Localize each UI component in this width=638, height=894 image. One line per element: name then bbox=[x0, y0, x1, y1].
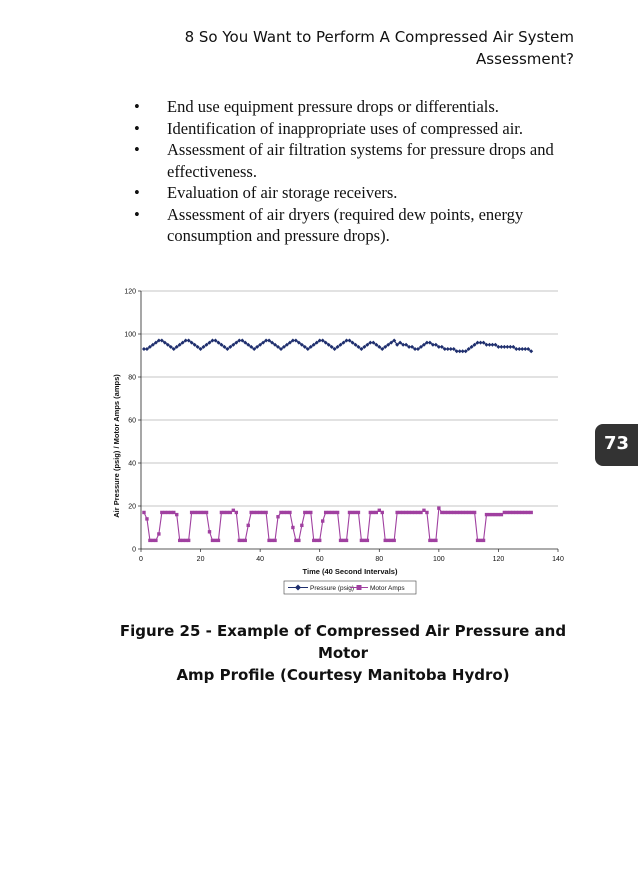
motor-amps-point bbox=[529, 511, 532, 514]
motor-amps-point bbox=[282, 511, 285, 514]
motor-amps-point bbox=[166, 511, 169, 514]
chart-series-points bbox=[142, 338, 533, 542]
bullet-text: Assessment of air dryers (required dew points, energy consumption and pressure drops). bbox=[167, 204, 524, 245]
x-tick-label: 20 bbox=[196, 556, 205, 563]
motor-amps-point bbox=[488, 513, 491, 516]
x-tick-label: 0 bbox=[139, 556, 143, 563]
motor-amps-point bbox=[464, 511, 467, 514]
motor-amps-point bbox=[202, 511, 205, 514]
motor-amps-point bbox=[217, 539, 220, 542]
x-tick-label: 120 bbox=[492, 556, 505, 563]
motor-amps-point bbox=[312, 539, 315, 542]
x-axis-label: Time (40 Second Intervals) bbox=[302, 567, 398, 576]
pressure-amps-chart bbox=[100, 282, 586, 600]
motor-amps-point bbox=[187, 539, 190, 542]
motor-amps-point bbox=[509, 511, 512, 514]
motor-amps-point bbox=[297, 539, 300, 542]
bullet-dot-icon: • bbox=[134, 118, 140, 138]
motor-amps-point bbox=[318, 539, 321, 542]
motor-amps-point bbox=[333, 511, 336, 514]
motor-amps-point bbox=[229, 511, 232, 514]
motor-amps-point bbox=[416, 511, 419, 514]
bullet-dot-icon: • bbox=[134, 183, 140, 202]
motor-amps-point bbox=[431, 539, 434, 542]
bullet-item bbox=[122, 204, 592, 247]
motor-amps-point bbox=[154, 539, 157, 542]
motor-amps-point bbox=[169, 511, 172, 514]
motor-amps-point bbox=[324, 511, 327, 514]
motor-amps-point bbox=[181, 539, 184, 542]
motor-amps-point bbox=[500, 513, 503, 516]
motor-amps-point bbox=[506, 511, 509, 514]
motor-amps-point bbox=[449, 511, 452, 514]
bullet-item bbox=[122, 139, 592, 182]
figure-caption-line-1: Figure 25 - Example of Compressed Air Pressure and Motor bbox=[119, 622, 567, 662]
motor-amps-point bbox=[288, 511, 291, 514]
motor-amps-point bbox=[241, 539, 244, 542]
motor-amps-point bbox=[401, 511, 404, 514]
y-tick-label: 60 bbox=[128, 417, 136, 425]
bullet-text: Identification of inappropriate uses of compressed air. bbox=[167, 118, 524, 138]
motor-amps-point bbox=[518, 511, 521, 514]
motor-amps-point bbox=[497, 513, 500, 516]
bullet-text: Assessment of air filtration systems for pressure drops and effectiveness. bbox=[167, 140, 554, 181]
motor-amps-point bbox=[142, 511, 145, 514]
motor-amps-point bbox=[157, 532, 160, 535]
bullet-list bbox=[122, 96, 592, 247]
motor-amps-point bbox=[309, 511, 312, 514]
y-tick-labels bbox=[124, 289, 136, 554]
motor-amps-point bbox=[404, 511, 407, 514]
motor-amps-point bbox=[372, 511, 375, 514]
chart-gridlines bbox=[141, 291, 558, 506]
motor-amps-point bbox=[330, 511, 333, 514]
motor-amps-point bbox=[193, 511, 196, 514]
motor-amps-point bbox=[467, 511, 470, 514]
motor-amps-point bbox=[437, 506, 440, 509]
running-header bbox=[114, 26, 574, 70]
motor-amps-point bbox=[244, 539, 247, 542]
motor-amps-point bbox=[327, 511, 330, 514]
motor-amps-point bbox=[354, 511, 357, 514]
chart-series-lines bbox=[144, 340, 531, 540]
x-tick-label: 140 bbox=[552, 556, 564, 563]
motor-amps-point bbox=[369, 511, 372, 514]
page-number-tab bbox=[595, 424, 638, 466]
motor-amps-point bbox=[363, 539, 366, 542]
motor-amps-point bbox=[422, 509, 425, 512]
motor-amps-point bbox=[270, 539, 273, 542]
motor-amps-point bbox=[255, 511, 258, 514]
motor-amps-point bbox=[390, 539, 393, 542]
motor-amps-point bbox=[455, 511, 458, 514]
motor-amps-point bbox=[336, 511, 339, 514]
motor-amps-point bbox=[434, 539, 437, 542]
motor-amps-point bbox=[303, 511, 306, 514]
page-number: 73 bbox=[603, 433, 630, 454]
x-tick-label: 100 bbox=[433, 556, 445, 563]
motor-amps-point bbox=[440, 511, 443, 514]
motor-amps-point bbox=[398, 511, 401, 514]
motor-amps-point bbox=[384, 539, 387, 542]
legend-amps-label: Motor Amps bbox=[370, 585, 405, 592]
motor-amps-point bbox=[223, 511, 226, 514]
motor-amps-point bbox=[482, 539, 485, 542]
motor-amps-point bbox=[413, 511, 416, 514]
bullet-item bbox=[122, 118, 592, 140]
motor-amps-point bbox=[279, 511, 282, 514]
motor-amps-point bbox=[285, 511, 288, 514]
motor-amps-point bbox=[211, 539, 214, 542]
motor-amps-point bbox=[238, 539, 241, 542]
bullet-dot-icon: • bbox=[134, 204, 140, 224]
motor-amps-point bbox=[381, 511, 384, 514]
y-tick-label: 20 bbox=[128, 503, 136, 511]
motor-amps-point bbox=[163, 511, 166, 514]
motor-amps-point bbox=[494, 513, 497, 516]
motor-amps-point bbox=[446, 511, 449, 514]
motor-amps-point bbox=[190, 511, 193, 514]
motor-amps-point bbox=[258, 511, 261, 514]
motor-amps-point bbox=[214, 539, 217, 542]
motor-amps-point bbox=[175, 513, 178, 516]
motor-amps-point bbox=[366, 539, 369, 542]
y-tick-label: 120 bbox=[124, 288, 136, 296]
motor-amps-point bbox=[267, 539, 270, 542]
x-tick-label: 60 bbox=[315, 556, 324, 563]
motor-amps-point bbox=[360, 539, 363, 542]
y-tick-label: 80 bbox=[128, 374, 136, 382]
legend-amps-marker-icon bbox=[357, 585, 362, 590]
motor-amps-point bbox=[419, 511, 422, 514]
motor-amps-point bbox=[273, 539, 276, 542]
motor-amps-point bbox=[196, 511, 199, 514]
bullet-dot-icon: • bbox=[134, 97, 140, 116]
motor-amps-point bbox=[178, 539, 181, 542]
motor-amps-point bbox=[345, 539, 348, 542]
motor-amps-point bbox=[250, 511, 253, 514]
motor-amps-point bbox=[220, 511, 223, 514]
bullet-item bbox=[122, 96, 592, 118]
bullet-item bbox=[122, 182, 592, 204]
motor-amps-point bbox=[425, 511, 428, 514]
figure-caption bbox=[100, 620, 586, 686]
motor-amps-point bbox=[473, 511, 476, 514]
motor-amps-point bbox=[226, 511, 229, 514]
motor-amps-point bbox=[378, 509, 381, 512]
motor-amps-point bbox=[208, 530, 211, 533]
motor-amps-point bbox=[247, 524, 250, 527]
motor-amps-point bbox=[276, 515, 279, 518]
y-tick-label: 100 bbox=[124, 331, 136, 339]
motor-amps-point bbox=[479, 539, 482, 542]
motor-amps-point bbox=[521, 511, 524, 514]
bullet-text: Evaluation of air storage receivers. bbox=[167, 183, 398, 202]
motor-amps-point bbox=[407, 511, 410, 514]
motor-amps-point bbox=[160, 511, 163, 514]
motor-amps-point bbox=[428, 539, 431, 542]
x-tick-label: 80 bbox=[375, 556, 384, 563]
motor-amps-point bbox=[375, 511, 378, 514]
motor-amps-point bbox=[485, 513, 488, 516]
running-header-line-1: 8 So You Want to Perform A Compressed Air System bbox=[184, 28, 574, 46]
motor-amps-point bbox=[452, 511, 455, 514]
motor-amps-point bbox=[306, 511, 309, 514]
motor-amps-point bbox=[199, 511, 202, 514]
motor-amps-point bbox=[512, 511, 515, 514]
motor-amps-point bbox=[503, 511, 506, 514]
motor-amps-point bbox=[315, 539, 318, 542]
motor-amps-point bbox=[357, 511, 360, 514]
y-axis-label: Air Pressure (psig) / Motor Amps (amps) bbox=[112, 374, 121, 518]
motor-amps-point bbox=[232, 509, 235, 512]
motor-amps-point bbox=[461, 511, 464, 514]
running-header-line-2: Assessment? bbox=[476, 50, 574, 68]
motor-amps-point bbox=[184, 539, 187, 542]
x-tick-labels bbox=[139, 556, 564, 563]
motor-amps-point bbox=[392, 539, 395, 542]
x-tick-label: 40 bbox=[256, 556, 265, 563]
motor-amps-point bbox=[527, 511, 530, 514]
legend-pressure-label: Pressure (psig) bbox=[310, 585, 355, 592]
figure-caption-line-2: Amp Profile (Courtesy Manitoba Hydro) bbox=[176, 666, 510, 684]
motor-amps-point bbox=[145, 517, 148, 520]
motor-amps-point bbox=[172, 511, 175, 514]
motor-amps-point bbox=[151, 539, 154, 542]
y-tick-label: 0 bbox=[132, 546, 136, 554]
motor-amps-point bbox=[387, 539, 390, 542]
chart-legend bbox=[284, 581, 416, 594]
motor-amps-point bbox=[395, 511, 398, 514]
motor-amps-point bbox=[524, 511, 527, 514]
motor-amps-point bbox=[148, 539, 151, 542]
motor-amps-point bbox=[491, 513, 494, 516]
y-tick-label: 40 bbox=[128, 460, 136, 468]
motor-amps-point bbox=[252, 511, 255, 514]
bullet-text: End use equipment pressure drops or differentials. bbox=[167, 97, 499, 116]
motor-amps-point bbox=[348, 511, 351, 514]
motor-amps-point bbox=[515, 511, 518, 514]
motor-amps-point bbox=[342, 539, 345, 542]
motor-amps-point bbox=[321, 519, 324, 522]
motor-amps-point bbox=[410, 511, 413, 514]
motor-amps-point bbox=[264, 511, 267, 514]
motor-amps-point bbox=[476, 539, 479, 542]
motor-amps-point bbox=[339, 539, 342, 542]
motor-amps-point bbox=[294, 539, 297, 542]
bullet-dot-icon: • bbox=[134, 140, 140, 159]
motor-amps-point bbox=[351, 511, 354, 514]
motor-amps-point bbox=[261, 511, 264, 514]
motor-amps-point bbox=[235, 511, 238, 514]
motor-amps-point bbox=[470, 511, 473, 514]
motor-amps-point bbox=[458, 511, 461, 514]
motor-amps-point bbox=[291, 526, 294, 529]
motor-amps-point bbox=[205, 511, 208, 514]
motor-amps-point bbox=[300, 524, 303, 527]
motor-amps-point bbox=[443, 511, 446, 514]
